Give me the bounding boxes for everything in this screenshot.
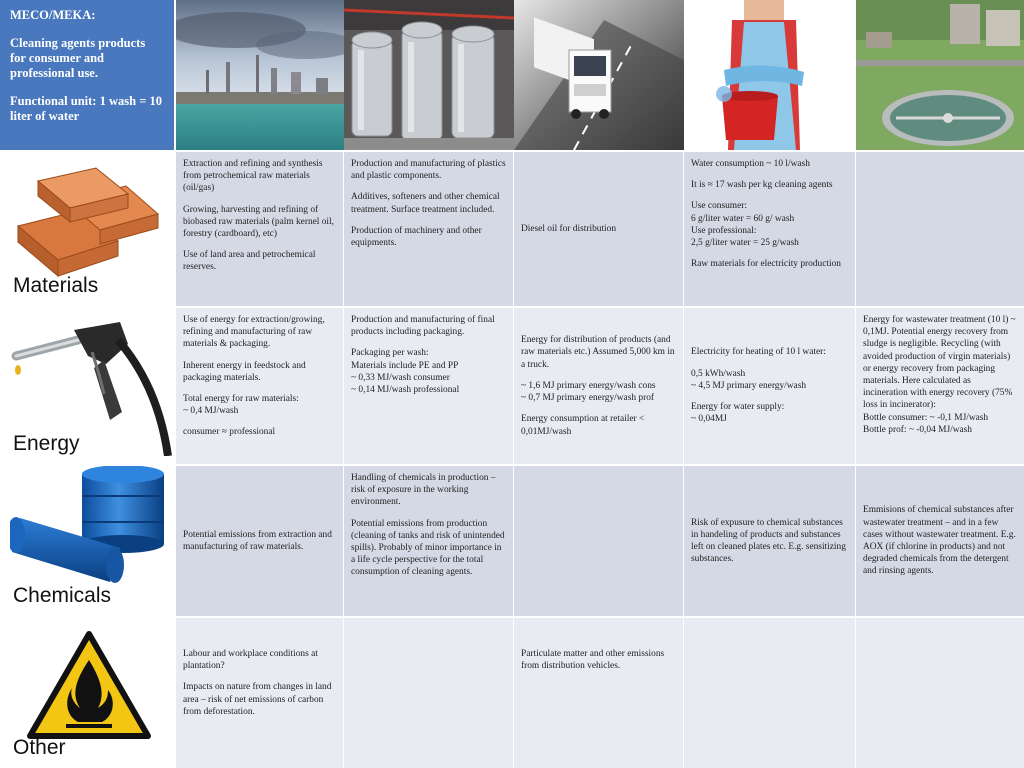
cell-other-waste: [856, 618, 1024, 768]
cell-other-distribution: Particulate matter and other emissions from distribution vehicles.: [514, 618, 683, 768]
cell-energy-use: Electricity for heating of 10 l water: 0,5 kWh/wash ~ 4,5 MJ primary energy/wash Energy for water supply: ~ 0,04MJ: [684, 308, 855, 464]
cell-energy-distribution: Energy for distribution of products (and raw materials etc.) Assumed 5,000 km in a truck. ~ 1,6 MJ primary energy/wash cons ~ 0,7 MJ primary energy/wash prof Energy consumption at retailer < 0,01MJ/wash: [514, 308, 683, 464]
header-description: [0, 0, 174, 150]
cell-chemicals-distribution: [514, 466, 683, 616]
header-functional-unit: Functional unit: 1 wash = 10 liter of water: [10, 94, 162, 123]
barrels-icon: [10, 466, 170, 586]
row-label-text: Chemicals: [13, 584, 112, 607]
factory-tanks-photo: [344, 0, 514, 150]
header-title: MECO/MEKA:: [10, 8, 96, 22]
header-subtitle: Cleaning agents products for consumer and professional use.: [10, 36, 146, 80]
cell-materials-distribution: Diesel oil for distribution: [514, 152, 683, 306]
copper-bars-icon: [8, 156, 168, 286]
cell-chemicals-use: Risk of expusure to chemical substances in handeling of products and substances left on cleaned plates etc. E.g. sensitizing substances.: [684, 466, 855, 616]
wastewater-plant-photo: [856, 0, 1024, 150]
row-label-other: [0, 618, 176, 768]
cell-energy-production: Production and manufacturing of final products including packaging. Packaging per wash: Materials include PE and PP ~ 0,33 MJ/wash consumer ~ 0,14 MJ/wash professional: [344, 308, 513, 464]
cell-materials-use: Water consumption ~ 10 l/wash It is ≈ 17 wash per kg cleaning agents Use consumer: 6 g/liter water = 60 g/ wash Use professional: 2,5 g/liter water = 25 g/wash Raw materials for electricity production: [684, 152, 855, 306]
cell-materials-waste: [856, 152, 1024, 306]
cell-materials-raw-materials: Extraction and refining and synthesis from petrochemical raw materials (oil/gas) Growing, harvesting and refining of biobased raw materials (palm kernel oil, forestry (cardboard), etc) Use of land area and petrochemical reserves.: [176, 152, 343, 306]
cell-other-use: [684, 618, 855, 768]
cell-chemicals-production: Handling of chemicals in production – risk of exposure in the working environment. Potential emissions from production (cleaning of tanks and risk of unintended spills). Probably of minor importance in a life cycle perspective for the total consumption of cleaning agents.: [344, 466, 513, 616]
row-label-chemicals: [0, 466, 176, 616]
cell-chemicals-raw-materials: Potential emissions from extraction and manufacturing of raw materials.: [176, 466, 343, 616]
row-label-text: Materials: [13, 274, 99, 297]
cell-energy-waste: Energy for wastewater treatment (10 l) ~ 0,1MJ. Potential energy recovery from sludge is negligible. Recycling (with avoided production of virgin materials) or energy recovery from packaging materials. Here calculated as incineration with energy recovery (75% loss in incinerator): Bottle consumer: ~ -0,1 MJ/wash Bottle prof: ~ -0,04 MJ/wash: [856, 308, 1024, 464]
cell-chemicals-waste: Emmisions of chemical substances after wastewater treatment – and in a few cases without wastewater treatment. E.g. AOX (if chlorine in products) and not degraded chemicals from the detergent and rinsing agents.: [856, 466, 1024, 616]
row-label-materials: [0, 150, 176, 306]
refinery-photo: [176, 0, 344, 150]
row-label-text: Other: [13, 736, 66, 759]
row-label-text: Energy: [13, 432, 80, 455]
truck-photo: [514, 0, 684, 150]
cell-other-raw-materials: Labour and workplace conditions at plantation? Impacts on nature from changes in land area – risk of net emissions of carbon from deforestation.: [176, 618, 343, 768]
flammable-warning-icon: [26, 630, 152, 742]
row-label-energy: [0, 308, 176, 464]
cleaning-woman-photo: [684, 0, 856, 150]
cell-materials-production: Production and manufacturing of plastics and plastic components. Additives, softeners and other chemical treatment. Surface treatment included. Production of machinery and other equipments.: [344, 152, 513, 306]
cell-energy-raw-materials: Use of energy for extraction/growing, refining and manufacturing of raw materials & packaging. Inherent energy in feedstock and packaging materials. Total energy for raw materials: ~ 0,4 MJ/wash consumer ≈ professional: [176, 308, 343, 464]
cell-other-production: [344, 618, 513, 768]
